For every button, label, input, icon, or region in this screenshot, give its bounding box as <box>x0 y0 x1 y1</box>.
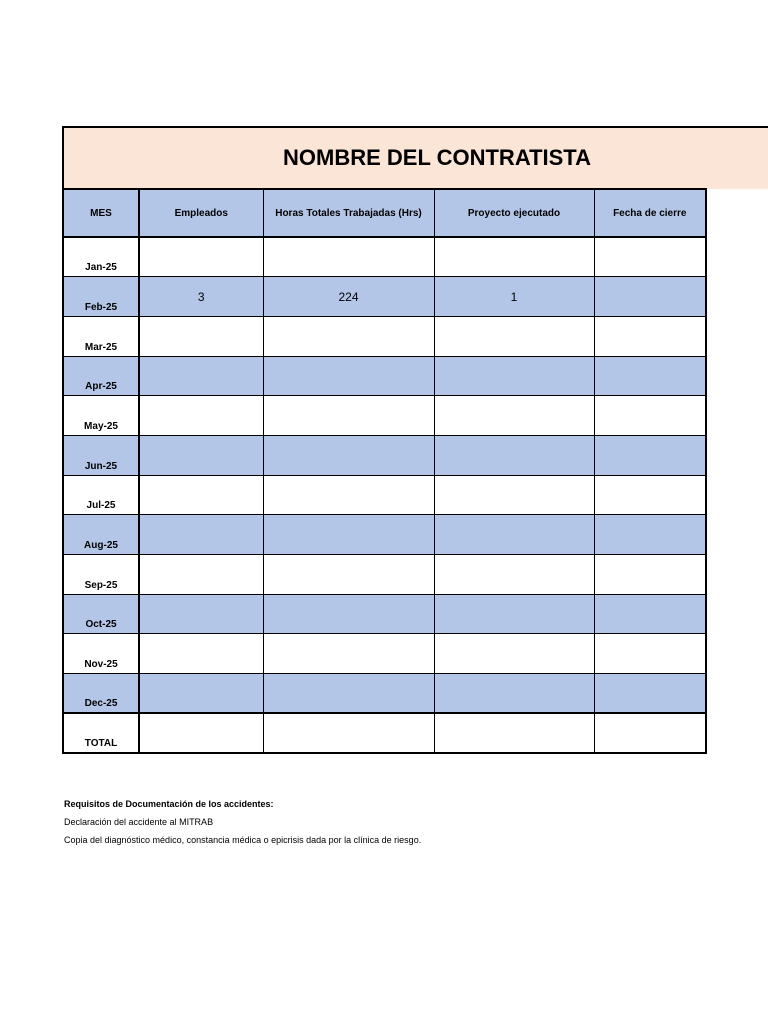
proyecto-cell[interactable] <box>434 396 594 436</box>
header-proyecto: Proyecto ejecutado <box>434 189 594 237</box>
total-fecha-cell[interactable] <box>594 713 706 753</box>
proyecto-cell[interactable] <box>434 237 594 277</box>
empleados-cell[interactable] <box>139 356 263 396</box>
table-row <box>63 277 706 317</box>
horas-cell[interactable] <box>263 435 434 475</box>
proyecto-cell[interactable] <box>434 316 594 356</box>
header-horas: Horas Totales Trabajadas (Hrs) <box>263 189 434 237</box>
horas-cell[interactable] <box>263 475 434 515</box>
month-cell: Jun-25 <box>63 435 139 475</box>
fecha-cell[interactable] <box>594 515 706 555</box>
horas-cell[interactable] <box>263 674 434 714</box>
horas-cell[interactable] <box>263 515 434 555</box>
total-row <box>63 713 706 753</box>
month-cell: Feb-25 <box>63 277 139 317</box>
table-row <box>63 515 706 555</box>
horas-cell[interactable] <box>263 594 434 634</box>
table-row <box>63 435 706 475</box>
documentation-notes <box>64 795 421 849</box>
proyecto-cell[interactable] <box>434 435 594 475</box>
month-cell: Jan-25 <box>63 237 139 277</box>
fecha-cell[interactable] <box>594 594 706 634</box>
table-row <box>63 475 706 515</box>
empleados-cell[interactable]: 3 <box>139 277 263 317</box>
empleados-cell[interactable] <box>139 316 263 356</box>
empleados-cell[interactable] <box>139 435 263 475</box>
empleados-cell[interactable] <box>139 515 263 555</box>
table-row <box>63 634 706 674</box>
fecha-cell[interactable] <box>594 237 706 277</box>
month-cell: Sep-25 <box>63 555 139 595</box>
total-horas-cell[interactable] <box>263 713 434 753</box>
month-cell: Aug-25 <box>63 515 139 555</box>
month-cell: Dec-25 <box>63 674 139 714</box>
month-cell: Oct-25 <box>63 594 139 634</box>
month-cell: Apr-25 <box>63 356 139 396</box>
fecha-cell[interactable] <box>594 435 706 475</box>
notes-line: Copia del diagnóstico médico, constancia médica o epicrisis dada por la clínica de riesgo. <box>64 835 422 845</box>
empleados-cell[interactable] <box>139 634 263 674</box>
month-cell: Jul-25 <box>63 475 139 515</box>
page-title: NOMBRE DEL CONTRATISTA <box>283 145 591 170</box>
table-row <box>63 316 706 356</box>
proyecto-cell[interactable] <box>434 475 594 515</box>
fecha-cell[interactable] <box>594 277 706 317</box>
total-label: TOTAL <box>63 713 139 753</box>
horas-cell[interactable] <box>263 396 434 436</box>
empleados-cell[interactable] <box>139 555 263 595</box>
horas-cell[interactable] <box>263 634 434 674</box>
month-cell: Nov-25 <box>63 634 139 674</box>
horas-cell[interactable] <box>263 237 434 277</box>
empleados-cell[interactable] <box>139 475 263 515</box>
proyecto-cell[interactable] <box>434 515 594 555</box>
header-mes: MES <box>63 189 139 237</box>
notes-line: Declaración del accidente al MITRAB <box>64 817 214 827</box>
table-row <box>63 356 706 396</box>
table-row <box>63 674 706 714</box>
fecha-cell[interactable] <box>594 396 706 436</box>
contractor-table <box>62 188 707 754</box>
proyecto-cell[interactable] <box>434 555 594 595</box>
horas-cell[interactable] <box>263 356 434 396</box>
empleados-cell[interactable] <box>139 237 263 277</box>
table-body <box>63 237 706 753</box>
table-row <box>63 555 706 595</box>
fecha-cell[interactable] <box>594 634 706 674</box>
empleados-cell[interactable] <box>139 594 263 634</box>
month-cell: May-25 <box>63 396 139 436</box>
horas-cell[interactable] <box>263 555 434 595</box>
table-row <box>63 237 706 277</box>
proyecto-cell[interactable] <box>434 594 594 634</box>
month-cell: Mar-25 <box>63 316 139 356</box>
proyecto-cell[interactable]: 1 <box>434 277 594 317</box>
proyecto-cell[interactable] <box>434 674 594 714</box>
proyecto-cell[interactable] <box>434 634 594 674</box>
total-empleados-cell[interactable] <box>139 713 263 753</box>
table-row <box>63 396 706 436</box>
notes-heading: Requisitos de Documentación de los accidentes: <box>64 799 274 809</box>
fecha-cell[interactable] <box>594 475 706 515</box>
fecha-cell[interactable] <box>594 555 706 595</box>
header-empleados: Empleados <box>139 189 263 237</box>
fecha-cell[interactable] <box>594 674 706 714</box>
proyecto-cell[interactable] <box>434 356 594 396</box>
fecha-cell[interactable] <box>594 356 706 396</box>
horas-cell[interactable] <box>263 316 434 356</box>
fecha-cell[interactable] <box>594 316 706 356</box>
header-fecha: Fecha de cierre <box>594 189 706 237</box>
table-header-row <box>63 189 706 237</box>
table-row <box>63 594 706 634</box>
empleados-cell[interactable] <box>139 674 263 714</box>
total-proyecto-cell[interactable] <box>434 713 594 753</box>
horas-cell[interactable]: 224 <box>263 277 434 317</box>
empleados-cell[interactable] <box>139 396 263 436</box>
